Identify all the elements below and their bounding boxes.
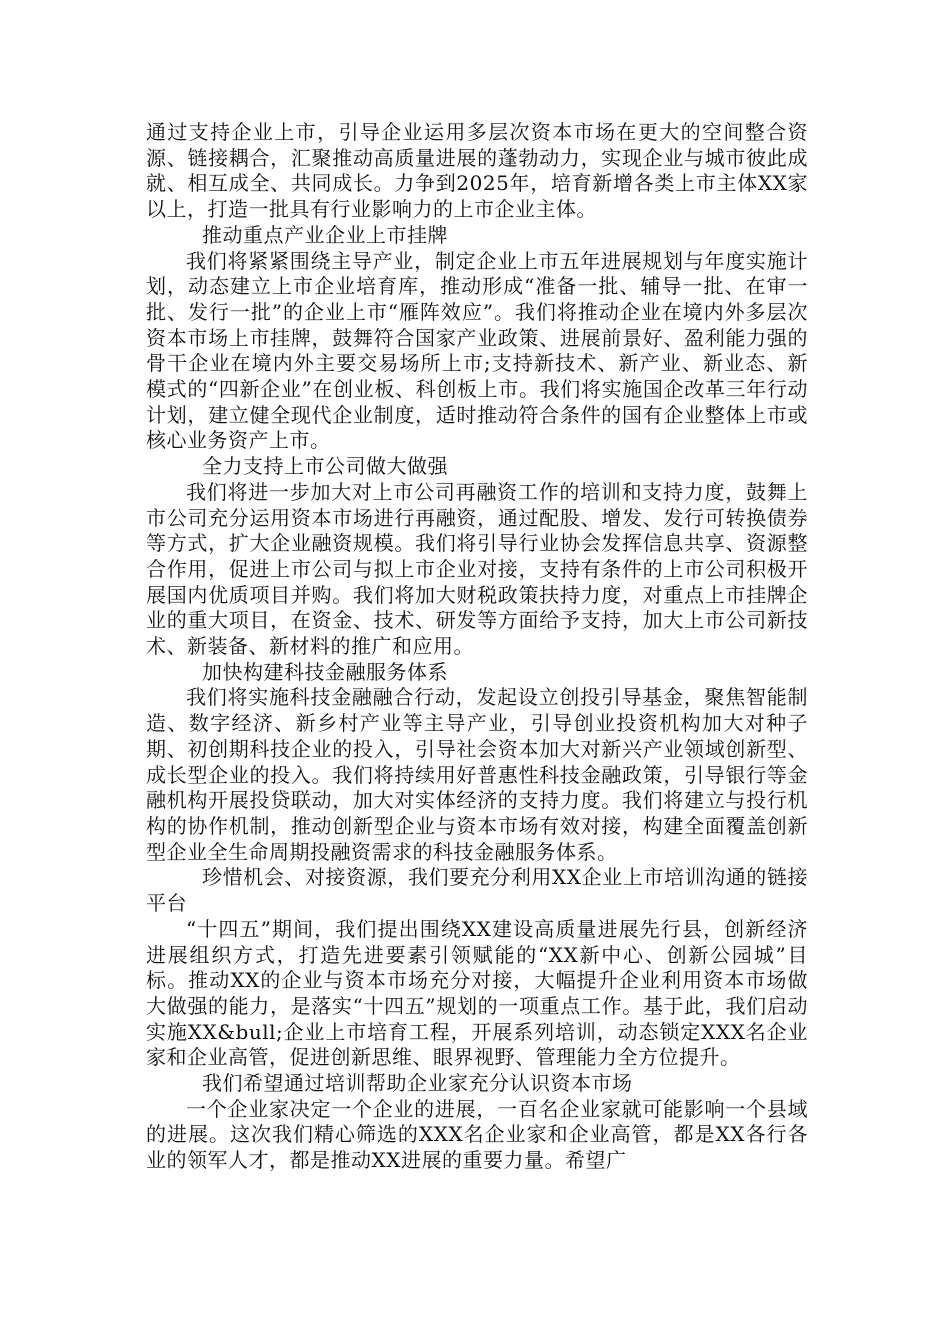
section-heading-capital-market: 我们希望通过培训帮助企业家充分认识资本市场: [202, 1071, 633, 1096]
section-heading-listed-companies: 全力支持上市公司做大做强: [202, 454, 448, 479]
paragraph-intro: 通过支持企业上市，引导企业运用多层次资本市场在更大的空间整合资源、链接耦合，汇聚推动高质量进展的蓬勃动力，实现企业与城市彼此成就、相互成全、共同成长。力争到2025年，培育新增各类上市主体XX家以上，打造一批具有行业影响力的上市企业主体。: [146, 120, 808, 222]
document-body: [146, 120, 808, 1174]
paragraph-tech-finance: 我们将实施科技金融融合行动，发起设立创投引导基金，聚焦智能制造、数字经济、新乡村产业等主导产业，引导创业投资机构加大对种子期、初创期科技企业的投入，引导社会资本加大对新兴产业领域创新型、成长型企业的投入。我们将持续用好普惠性科技金融政策，引导银行等金融机构开展投贷联动，加大对实体经济的支持力度。我们将建立与投行机构的协作机制，推动创新型企业与资本市场有效对接，构建全面覆盖创新型企业全生命周期投融资需求的科技金融服务体系。: [146, 685, 808, 864]
section-heading-listing: 推动重点产业企业上市挂牌: [202, 222, 448, 247]
section-heading-training-platform: 珍惜机会、对接资源，我们要充分利用XX企业上市培训沟通的链接平台: [146, 865, 808, 916]
paragraph-listing: 我们将紧紧围绕主导产业，制定企业上市五年进展规划与年度实施计划，动态建立上市企业培育库，推动形成“准备一批、辅导一批、在审一批、发行一批”的企业上市“雁阵效应”。我们将推动企业在境内外多层次资本市场上市挂牌，鼓舞符合国家产业政策、进展前景好、盈利能力强的骨干企业在境内外主要交易场所上市;支持新技术、新产业、新业态、新模式的“四新企业”在创业板、科创板上市。我们将实施国企改革三年行动计划，建立健全现代企业制度，适时推动符合条件的国有企业整体上市或核心业务资产上市。: [146, 248, 808, 453]
section-heading-tech-finance: 加快构建科技金融服务体系: [202, 659, 448, 684]
paragraph-listed-companies: 我们将进一步加大对上市公司再融资工作的培训和支持力度，鼓舞上市公司充分运用资本市场进行再融资，通过配股、增发、发行可转换债券等方式，扩大企业融资规模。我们将引导行业协会发挥信息共享、资源整合作用，促进上市公司与拟上市企业对接，支持有条件的上市公司积极开展国内优质项目并购。我们将加大财税政策扶持力度，对重点上市挂牌企业的重大项目，在资金、技术、研发等方面给予支持，加大上市公司新技术、新装备、新材料的推广和应用。: [146, 479, 808, 659]
paragraph-capital-market: 一个企业家决定一个企业的进展，一百名企业家就可能影响一个县域的进展。这次我们精心筛选的XXX名企业家和企业高管，都是XX各行各业的领军人才，都是推动XX进展的重要力量。希望广: [146, 1096, 808, 1173]
paragraph-training-platform: “十四五”期间，我们提出围绕XX建设高质量进展先行县，创新经济进展组织方式，打造先进要素引领赋能的“XX新中心、创新公园城”目标。推动XX的企业与资本市场充分对接，大幅提升企业利用资本市场做大做强的能力，是落实“十四五”规划的一项重点工作。基于此，我们启动实施XX&bull;企业上市培育工程，开展系列培训，动态锁定XXX名企业家和企业高管，促进创新思维、眼界视野、管理能力全方位提升。: [146, 916, 808, 1070]
